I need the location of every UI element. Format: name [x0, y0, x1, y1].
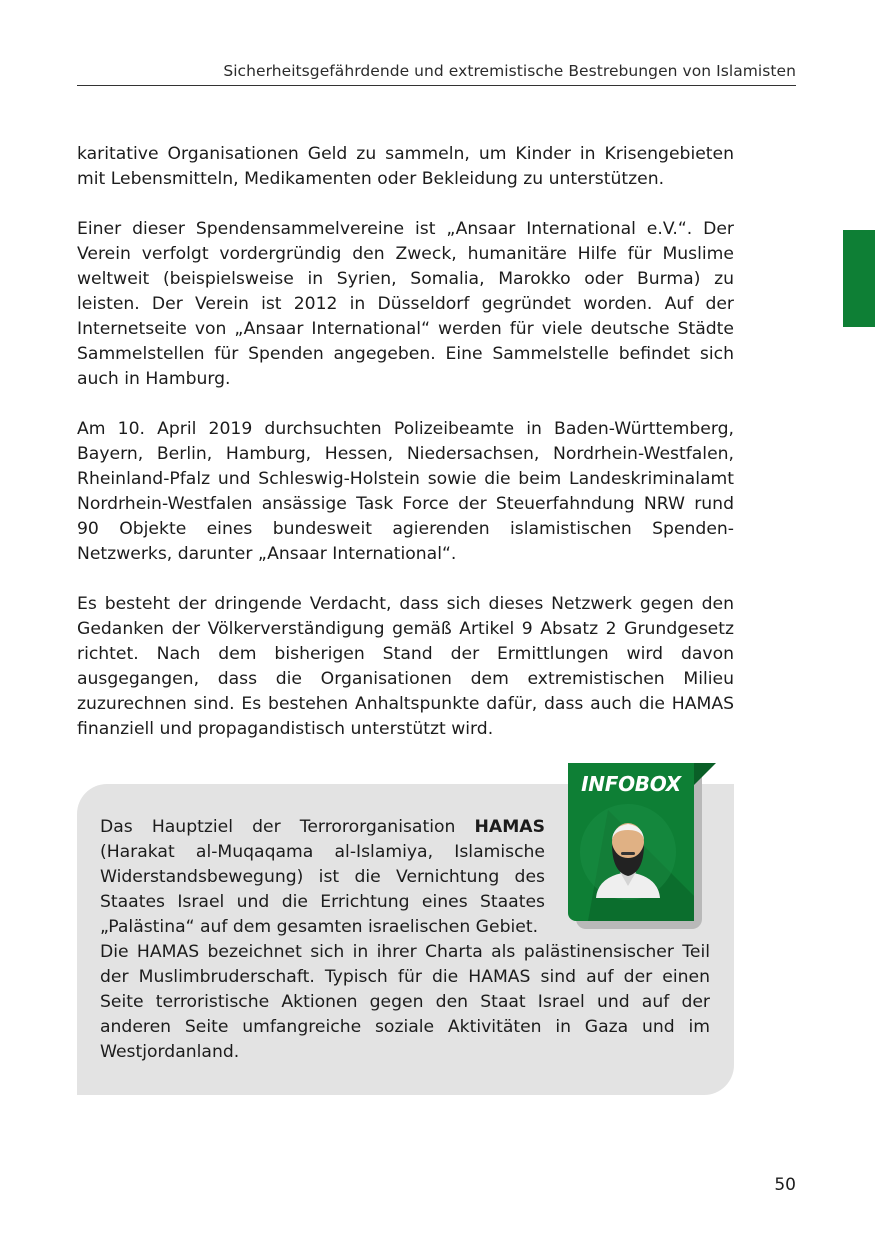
infobox-hamas-term: HAMAS — [474, 817, 545, 837]
paragraph: Es besteht der dringende Verdacht, dass sich dieses Netzwerk gegen den Gedanken der Völkerverständigung gemäß Artikel 9 Absatz 2 Grundgesetz richtet. Nach dem bisherigen Stand der Ermittlungen wird davon ausgegangen, dass die Organisationen dem extremistischen Milieu zuzurechnen sind. Es bestehen Anhaltspunkte dafür, dass auch die HAMAS finanziell und propagandistisch unterstützt wird. — [77, 594, 734, 739]
infobox-intro — [100, 815, 545, 940]
running-header: Sicherheitsgefährdende und extremistische Bestrebungen von Islamisten — [77, 62, 796, 86]
paragraph: Einer dieser Spendensammelvereine ist „Ansaar International e.V.“. Der Verein verfolgt vordergründig den Zweck, humanitäre Hilfe für Muslime weltweit (beispielsweise in Syrien, Somalia, Marokko oder Burma) zu leisten. Der Verein ist 2012 in Düsseldorf gegründet worden. Auf der Internetseite von „Ansaar International“ werden für viele deutsche Städte Sammelstellen für Spenden angegeben. Eine Sammelstelle befindet sich auch in Hamburg. — [77, 219, 734, 389]
paragraph: Am 10. April 2019 durchsuchten Polizeibeamte in Baden-Württemberg, Bayern, Berlin, Hamburg, Hessen, Niedersachsen, Nordrhein-Westfalen, Rheinland-Pfalz und Schleswig-Holstein sowie die beim Landeskriminalamt Nordrhein-Westfalen ansässige Task Force der Steuerfahndung NRW rund 90 Objekte eines bundesweit agierenden islamistischen Spenden-Netzwerks, darunter „Ansaar International“. — [77, 419, 734, 564]
paragraph: karitative Organisationen Geld zu sammeln, um Kinder in Krisengebieten mit Lebensmitteln, Medikamenten oder Bekleidung zu unterstützen. — [77, 144, 734, 189]
infobox-continuation: Die HAMAS bezeichnet sich in ihrer Charta als palästinensischer Teil der Muslimbruderschaft. Typisch für die HAMAS sind auf der einen Seite terroristische Aktionen gegen den Staat Israel und auf der anderen Seite umfangreiche soziale Aktivitäten in Gaza und im Westjordanland. — [100, 942, 710, 1062]
infobox-badge-title: INFOBOX — [581, 772, 681, 796]
page-number: 50 — [774, 1175, 796, 1195]
infobox-intro-start: Das Hauptziel der Terrororganisation — [100, 817, 475, 837]
person-icon — [568, 800, 694, 921]
infobox-intro-end: (Harakat al-Muqaqama al-Islamiya, Islamische Widerstandsbewegung) ist die Vernichtung des Staates Israel und die Errichtung eines Staates „Palästina“ auf dem gesamten israelischen Gebiet. — [100, 842, 545, 937]
chapter-tab-marker — [843, 230, 875, 327]
body-text — [77, 142, 734, 767]
infobox-badge-fold — [694, 763, 716, 785]
